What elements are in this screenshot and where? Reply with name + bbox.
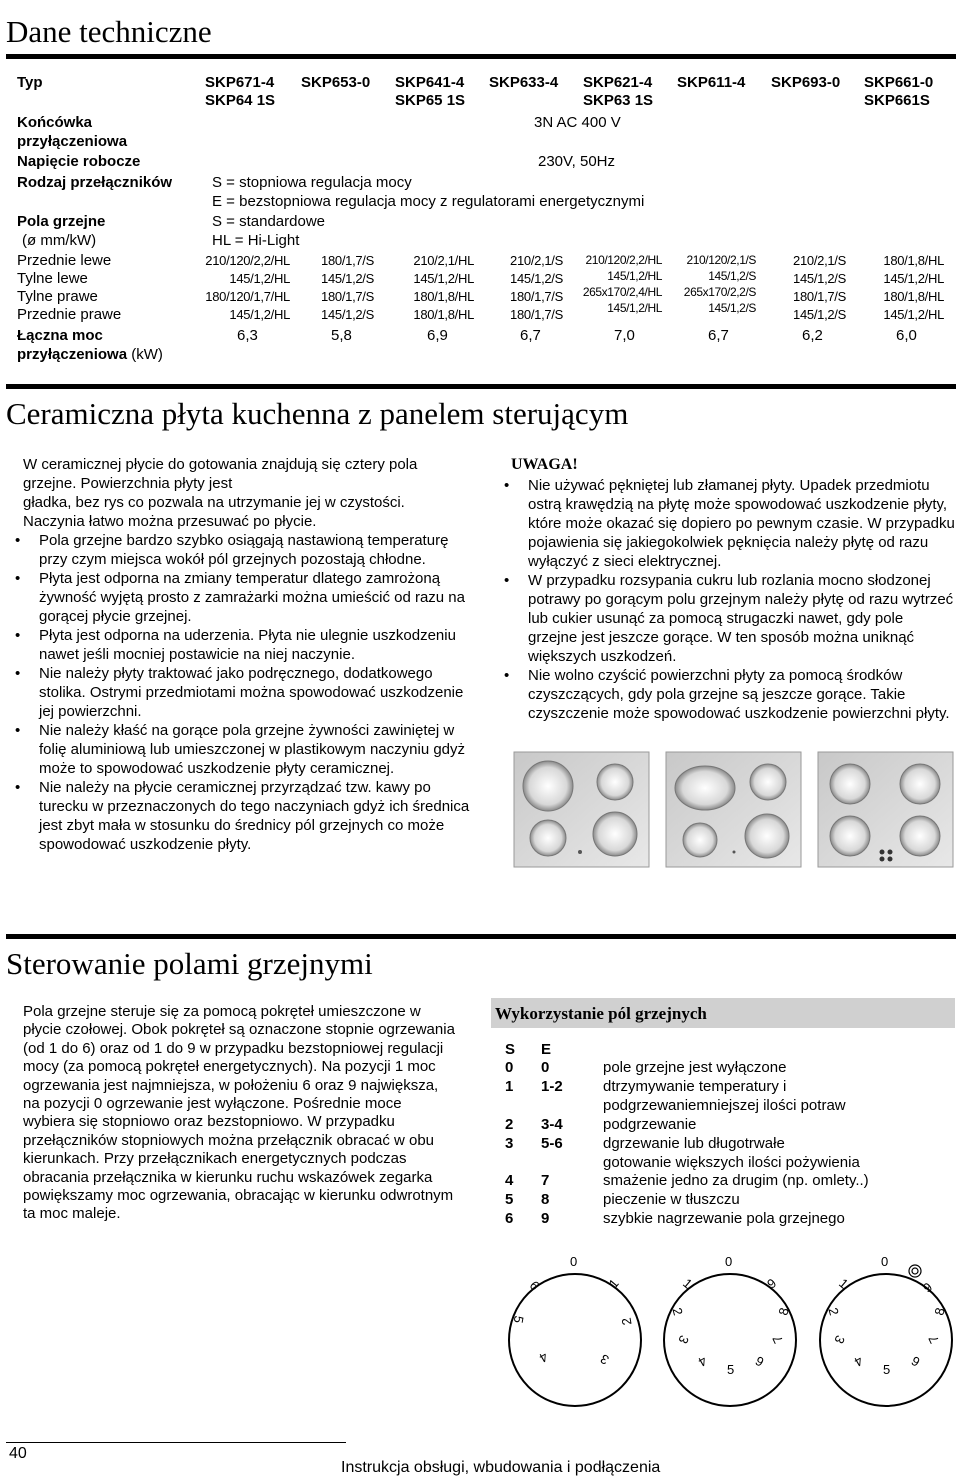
- power-3: 6,9: [427, 327, 448, 344]
- field-value: 145/1,2/HL: [413, 271, 474, 286]
- power-1: 6,3: [237, 327, 258, 344]
- model-5: [583, 74, 653, 110]
- page-title: Dane techniczne: [6, 14, 212, 49]
- dial-label: 1: [836, 1275, 852, 1292]
- model-7: [771, 74, 840, 92]
- model-3: [395, 74, 465, 110]
- usage-e: 5-6: [541, 1135, 563, 1152]
- field-value: 145/1,2/S: [321, 271, 374, 286]
- intro-line: gładka, bez rys co pozwala na utrzymanie jej w czystości.: [23, 494, 405, 511]
- field-value: 265x170/2,4/HL: [582, 285, 662, 299]
- field-value: 180/1,7/S: [793, 289, 846, 304]
- model-6-line1: SKP611-4: [677, 74, 746, 91]
- dial-label: 3: [831, 1333, 848, 1346]
- field-value: 180/1,8/HL: [413, 289, 474, 304]
- dial-circle-icon: [495, 1258, 645, 1408]
- dial-label: 0: [881, 1254, 889, 1269]
- dial-label: 2: [618, 1316, 635, 1327]
- field-value: 145/1,2/S: [708, 301, 756, 315]
- power-8: 6,0: [896, 327, 917, 344]
- dial-label: 5: [727, 1362, 735, 1377]
- ceramic-text: [23, 455, 483, 854]
- list-item: • Nie wolno czyścić powierzchni płyty za pomocą środków czyszczących, gdy pola grzejne są jeszcze gorące. Takie czyszczenie może spowodować uszkodzenie powierzchni płyty.: [497, 666, 955, 723]
- list-item: • Nie używać pękniętej lub złamanej płyty. Upadek przedmiotu ostrą krawędzią na płytę może spowodować uszkodzenie płyty, które może okazać się dopiero po pewnym czasie. W przypadku pojawienia się jakiegokolwiek pęknięcia należy płytę od razu wyłączyć z sieci elektrycznej.: [497, 476, 955, 571]
- dial-label: 6: [526, 1277, 543, 1294]
- field-value: 145/1,2/S: [708, 269, 756, 283]
- dial-label: 3: [597, 1351, 612, 1368]
- footer-caption: Instrukcja obsługi, wbudowania i podłączenia: [341, 1459, 661, 1476]
- label-rodzaj: Rodzaj przełączników: [17, 174, 173, 191]
- fields-col-8: [883, 252, 944, 324]
- dial-label: 3: [675, 1333, 692, 1346]
- dial-label: 5: [510, 1314, 527, 1325]
- field-s: S = standardowe: [212, 213, 325, 230]
- usage-text: szybkie nagrzewanie pola grzejnego: [603, 1210, 845, 1227]
- dial-label: 2: [669, 1306, 686, 1317]
- ceramic-rule: [6, 934, 956, 939]
- dial-label: 4: [536, 1349, 551, 1366]
- dial-circle-icon: [652, 1258, 802, 1408]
- usage-s: 6: [505, 1210, 514, 1227]
- intro-line: grzejne. Powierzchnia płyty jest: [23, 475, 233, 492]
- model-2: [301, 74, 370, 92]
- dial-label: 1: [605, 1275, 622, 1292]
- cooktop-1: [514, 752, 649, 867]
- switch-e: E = bezstopniowa regulacja mocy z regulatorami energetycznymi: [212, 193, 645, 210]
- field-value: 180/1,7/S: [510, 289, 563, 304]
- usage-text: smażenie jedno za drugim (np. omlety..): [603, 1172, 869, 1189]
- usage-text: pole grzejne jest wyłączone: [603, 1059, 787, 1076]
- label-laczna-2: [17, 346, 163, 364]
- fields-col-5: [583, 252, 662, 316]
- field-value: 180/1,7/S: [321, 289, 374, 304]
- field-value: 145/1,2/S: [321, 307, 374, 322]
- intro-line: W ceramicznej płycie do gotowania znajdują się cztery pola: [23, 456, 418, 473]
- label-pola-unit: (ø mm/kW): [22, 232, 97, 249]
- label-koncowka-2: przyłączeniowa: [17, 133, 128, 150]
- model-5-line1: SKP621-4: [583, 74, 653, 91]
- label-tylne-lewe: Tylne lewe: [17, 270, 88, 287]
- model-4-line1: SKP633-4: [489, 74, 559, 91]
- intro-line: Naczynia łatwo można przesuwać po płycie.: [23, 513, 317, 530]
- field-hl: HL = Hi-Light: [212, 232, 300, 249]
- field-value: 145/1,2/HL: [883, 271, 944, 286]
- dial-label: 9: [764, 1275, 780, 1292]
- fields-col-2: [321, 252, 374, 324]
- usage-e: 3-4: [541, 1116, 563, 1133]
- dial-energy-double: [810, 1254, 960, 1408]
- label-przednie-lewe: Przednie lewe: [17, 252, 112, 269]
- model-3-line2: SKP65 1S: [395, 92, 466, 109]
- usage-e: 8: [541, 1191, 550, 1208]
- list-item: • Płyta jest odporna na zmiany temperatur dlatego zamrożoną żywność wyjętą prosto z zamrażarki można umieścić od razu na gorącej płycie grzejnej.: [8, 569, 473, 626]
- usage-text: dtrzymywanie temperatury i: [603, 1078, 787, 1095]
- model-5-line2: SKP63 1S: [583, 92, 654, 109]
- power-6: 6,7: [708, 327, 729, 344]
- voltage-value: 230V, 50Hz: [538, 153, 616, 170]
- list-item: • Nie należy na płycie ceramicznej przyrządzać tzw. kawy po turecku w przeznaczonych do tego naczyniach gdyż ich średnica jest zbyt mała w stosunku do średnicy pól grzejnych co może spowodować uszkodzenie płyty.: [8, 778, 473, 854]
- usage-s: 0: [505, 1059, 514, 1076]
- label-typ: Typ: [17, 74, 43, 91]
- warning-title: UWAGA!: [511, 456, 578, 473]
- field-value: 210/120/2,2/HL: [585, 253, 662, 267]
- power-4: 6,7: [520, 327, 541, 344]
- dial-label: 6: [908, 1353, 923, 1370]
- table-rule: [6, 384, 956, 389]
- field-value: 145/1,2/HL: [883, 307, 944, 322]
- fields-col-6: [684, 252, 756, 316]
- control-title: Sterowanie polami grzejnymi: [6, 946, 373, 981]
- usage-title: Wykorzystanie pól grzejnych: [495, 1004, 707, 1023]
- model-8: [864, 74, 933, 110]
- list-item: • Nie należy kłaść na gorące pola grzejne żywności zawiniętej w folię aluminiową lub umieszczonej w plastikowym naczyniu gdyż może to spowodować uszkodzenie płyty ceramicznej.: [8, 721, 473, 778]
- ceramic-title: Ceramiczna płyta kuchenna z panelem sterującym: [6, 396, 629, 431]
- field-value: 180/1,8/HL: [413, 307, 474, 322]
- terminal-value: 3N AC 400 V: [534, 114, 621, 131]
- cooktop-2: [666, 752, 801, 867]
- label-laczna-unit: (kW): [131, 346, 163, 363]
- field-value: 145/1,2/S: [793, 271, 846, 286]
- label-przednie-prawe: Przednie prawe: [17, 306, 122, 323]
- field-value: 145/1,2/S: [510, 271, 563, 286]
- model-1-line1: SKP671-4: [205, 74, 275, 91]
- usage-text: pieczenie w tłuszczu: [603, 1191, 740, 1208]
- field-value: 145/1,2/HL: [229, 271, 290, 286]
- field-value: 265x170/2,2/S: [683, 285, 756, 299]
- usage-e: 1-2: [541, 1078, 563, 1095]
- usage-e: 7: [541, 1172, 550, 1189]
- warning-text: [497, 476, 955, 723]
- model-3-line1: SKP641-4: [395, 74, 465, 91]
- field-value: 210/120/2,2/HL: [205, 253, 290, 268]
- usage-text: podgrzewaniemniejszej ilości potraw: [603, 1097, 846, 1114]
- model-6: [677, 74, 745, 92]
- dial-label: 4: [695, 1353, 710, 1370]
- fields-col-3: [413, 252, 474, 324]
- dial-label: 6: [752, 1353, 767, 1370]
- usage-s: 4: [505, 1172, 514, 1189]
- usage-text: podgrzewanie: [603, 1116, 697, 1133]
- dial-label: 5: [883, 1362, 891, 1377]
- label-koncowka: Końcówka: [17, 114, 93, 131]
- label-tylne-prawe: Tylne prawe: [17, 288, 98, 305]
- usage-s: 5: [505, 1191, 514, 1208]
- list-item: • Pola grzejne bardzo szybko osiągają nastawioną temperaturę przy czym miejsca wokół pól grzejnych pozostają chłodne.: [8, 531, 473, 569]
- warning-bullets: [497, 476, 955, 723]
- field-value: 210/2,1/S: [510, 253, 563, 268]
- field-value: 180/120/1,7/HL: [205, 289, 290, 304]
- dial-label: 1: [680, 1275, 696, 1292]
- field-value: 180/1,8/HL: [883, 253, 944, 268]
- power-2: 5,8: [331, 327, 352, 344]
- dual-zone-icon: [908, 1264, 922, 1278]
- usage-text: dgrzewanie lub długotrwałe: [603, 1135, 785, 1152]
- fields-col-7: [793, 252, 846, 324]
- label-pola: Pola grzejne: [17, 213, 106, 230]
- fields-col-4: [510, 252, 563, 324]
- dial-label: 8: [775, 1306, 792, 1317]
- field-value: 180/1,8/HL: [883, 289, 944, 304]
- model-8-line2: SKP661S: [864, 92, 930, 109]
- page-number: 40: [9, 1445, 27, 1462]
- dial-label: 2: [825, 1306, 842, 1317]
- list-item: • Płyta jest odporna na uderzenia. Płyta nie ulegnie uszkodzeniu nawet jeśli mocniej postawicie na niej naczynie.: [8, 626, 473, 664]
- model-7-line1: SKP693-0: [771, 74, 841, 91]
- usage-header-e: E: [541, 1041, 552, 1058]
- field-value: 210/2,1/HL: [413, 253, 474, 268]
- usage-header-s: S: [505, 1041, 516, 1058]
- field-value: 145/1,2/S: [793, 307, 846, 322]
- field-value: 145/1,2/HL: [607, 269, 662, 283]
- label-napiecie: Napięcie robocze: [17, 153, 141, 170]
- label-laczna: Łączna moc: [17, 327, 103, 344]
- dial-label: 4: [851, 1353, 866, 1370]
- usage-text: gotowanie większych ilości pożywienia: [603, 1154, 860, 1171]
- dial-label: 0: [570, 1254, 578, 1269]
- field-value: 180/1,7/S: [321, 253, 374, 268]
- fields-col-1: [205, 252, 290, 324]
- usage-e: 0: [541, 1059, 550, 1076]
- list-item: • Nie należy płyty traktować jako podręcznego, dodatkowego stolika. Ostrymi przedmiotami można spowodować uszkodzenie jej powierzchni.: [8, 664, 473, 721]
- field-value: 145/1,2/HL: [229, 307, 290, 322]
- switch-s: S = stopniowa regulacja mocy: [212, 174, 412, 191]
- dial-label: 7: [769, 1333, 786, 1346]
- usage-e: 9: [541, 1210, 550, 1227]
- usage-s: 3: [505, 1135, 514, 1152]
- model-1: [205, 74, 275, 110]
- field-value: 145/1,2/HL: [607, 301, 662, 315]
- cooktop-3: [818, 752, 953, 867]
- power-7: 6,2: [802, 327, 823, 344]
- dial-energy: [652, 1254, 802, 1408]
- cooktop-illustrations: [510, 748, 958, 872]
- dial-label: 7: [925, 1333, 942, 1346]
- title-rule: [6, 54, 956, 59]
- model-1-line2: SKP64 1S: [205, 92, 276, 109]
- field-value: 180/1,7/S: [510, 307, 563, 322]
- model-2-line1: SKP653-0: [301, 74, 371, 91]
- power-5: 7,0: [614, 327, 635, 344]
- list-item: • W przypadku rozsypania cukru lub rozlania mocno słodzonej potrawy po gorącym polu grzejnym należy płytę od razu wytrzeć lub cukier usunąć za pomocą strugaczki nawet, gdy pole grzejne jest jeszcze gorące. W ten sposób można uniknąć większych uszkodzeń.: [497, 571, 955, 666]
- field-value: 210/120/2,1/S: [686, 253, 756, 267]
- dial-label: 0: [725, 1254, 733, 1269]
- dial-stepped: [495, 1254, 645, 1408]
- dial-label: 8: [931, 1306, 948, 1317]
- label-laczna-text: przyłączeniowa: [17, 346, 128, 363]
- control-text: Pola grzejne steruje się za pomocą pokręteł umieszczone w płycie czołowej. Obok pokręteł są oznaczone stopnie ogrzewania (od 1 do 6) oraz od 1 do 9 w przypadku bezstopniowej regulacji mocy (za pomocą pokręteł energetycznych). Na pozycji 1 moc ogrzewania jest najmniejsza, w położeniu 6 oraz 9 największa, na pozycji 0 ogrzewanie jest wyłączone. Pośrednie moce wybiera się stopniowo oraz bezstopniowo. W przypadku przełączników stopniowych można przełącznik obracać w obu kierunkach. Przy przełącznikach energetycznych podczas obracania przełącznika w kierunku ruchu wskazówek zegarka powiększamy moc ogrzewania, obracając w kierunku odwrotnym ta moc maleje.: [23, 1003, 455, 1223]
- usage-s: 2: [505, 1116, 514, 1133]
- usage-s: 1: [505, 1078, 514, 1095]
- dial-label: 9: [920, 1279, 936, 1296]
- field-value: 210/2,1/S: [793, 253, 846, 268]
- ceramic-bullets: [8, 531, 473, 854]
- footer-rule: [6, 1442, 346, 1443]
- model-4: [489, 74, 558, 92]
- model-8-line1: SKP661-0: [864, 74, 934, 91]
